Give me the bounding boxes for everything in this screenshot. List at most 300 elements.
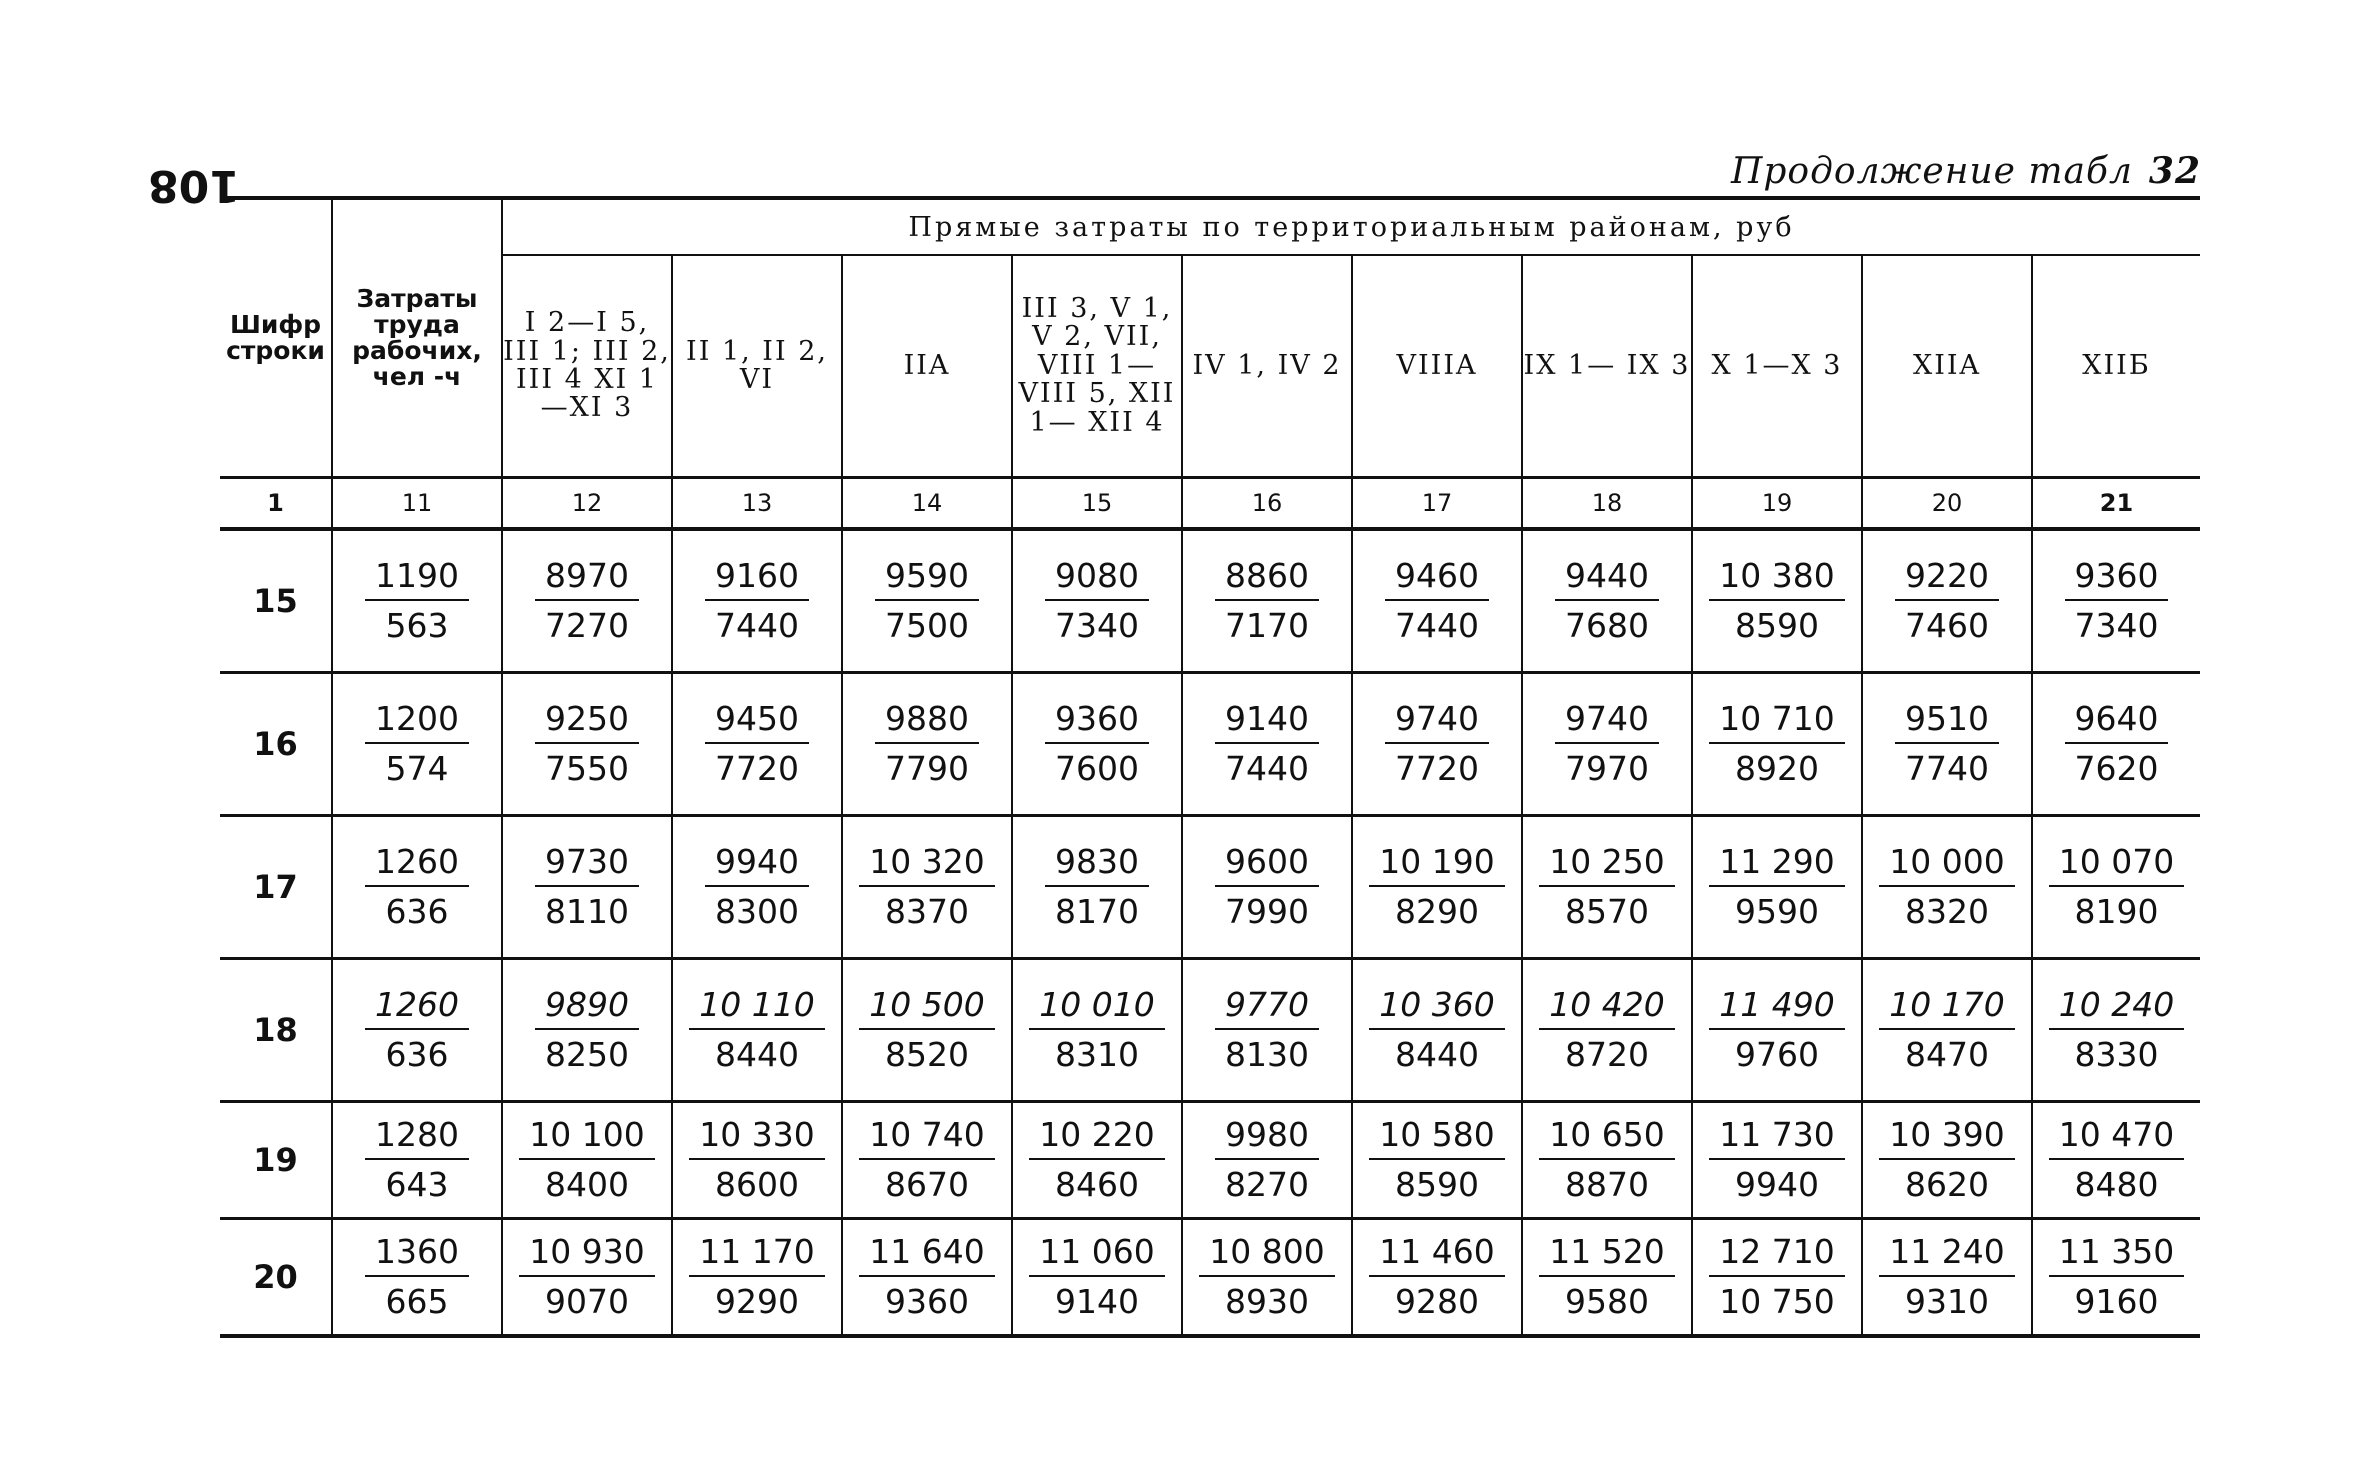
numerator: 1260 bbox=[365, 986, 469, 1030]
region-header: X 1—X 3 bbox=[1692, 255, 1862, 478]
denominator: 9070 bbox=[545, 1282, 629, 1321]
cost-fraction bbox=[1895, 700, 1999, 788]
cost-cell bbox=[1352, 1102, 1522, 1219]
cost-fraction bbox=[1709, 843, 1844, 931]
cost-fraction bbox=[1895, 557, 1999, 645]
cost-cell bbox=[1012, 1102, 1182, 1219]
cost-fraction bbox=[859, 986, 994, 1074]
denominator: 7440 bbox=[715, 606, 799, 645]
numerator: 9360 bbox=[1045, 700, 1149, 744]
table-row bbox=[220, 1102, 2200, 1219]
cost-cell bbox=[842, 1102, 1012, 1219]
labor-cell bbox=[332, 529, 502, 673]
cost-cell bbox=[1012, 1219, 1182, 1337]
numerator: 8970 bbox=[535, 557, 639, 601]
numerator: 10 650 bbox=[1539, 1116, 1674, 1160]
denominator: 636 bbox=[385, 1035, 449, 1074]
denominator: 7790 bbox=[885, 749, 969, 788]
denominator: 8440 bbox=[1395, 1035, 1479, 1074]
cost-fraction bbox=[1029, 986, 1164, 1074]
denominator: 8190 bbox=[2074, 892, 2159, 931]
cost-cell bbox=[1692, 816, 1862, 959]
numerator: 10 330 bbox=[689, 1116, 824, 1160]
numerator: 9140 bbox=[1215, 700, 1319, 744]
denominator: 9580 bbox=[1565, 1282, 1649, 1321]
denominator: 9290 bbox=[715, 1282, 799, 1321]
cost-cell bbox=[1692, 529, 1862, 673]
cost-fraction bbox=[1045, 557, 1149, 645]
row-code: 15 bbox=[220, 529, 332, 673]
cost-fraction bbox=[1215, 1116, 1319, 1204]
cost-fraction bbox=[2049, 1116, 2184, 1204]
numerator: 10 500 bbox=[859, 986, 994, 1030]
column-number: 12 bbox=[502, 478, 672, 530]
numerator: 9460 bbox=[1385, 557, 1489, 601]
cost-fraction bbox=[689, 1233, 824, 1321]
numerator: 11 170 bbox=[689, 1233, 824, 1277]
denominator: 8310 bbox=[1055, 1035, 1139, 1074]
labor-cell bbox=[332, 673, 502, 816]
cost-cell bbox=[502, 1219, 672, 1337]
numerator: 9160 bbox=[705, 557, 809, 601]
cost-fraction bbox=[1369, 843, 1504, 931]
cost-fraction bbox=[859, 1116, 994, 1204]
numerator: 11 060 bbox=[1029, 1233, 1164, 1277]
denominator: 9280 bbox=[1395, 1282, 1479, 1321]
numerator: 10 360 bbox=[1369, 986, 1504, 1030]
cost-cell bbox=[842, 673, 1012, 816]
denominator: 8720 bbox=[1565, 1035, 1649, 1074]
cost-cell bbox=[1522, 959, 1692, 1102]
denominator: 8920 bbox=[1735, 749, 1819, 788]
denominator: 8330 bbox=[2074, 1035, 2159, 1074]
denominator: 8620 bbox=[1905, 1165, 1989, 1204]
cost-fraction bbox=[875, 557, 979, 645]
denominator: 8600 bbox=[715, 1165, 799, 1204]
denominator: 9360 bbox=[885, 1282, 969, 1321]
numerator: 10 170 bbox=[1879, 986, 2014, 1030]
cost-fraction bbox=[1709, 986, 1844, 1074]
numerator: 1280 bbox=[365, 1116, 469, 1160]
cost-fraction bbox=[1045, 843, 1149, 931]
numerator: 10 250 bbox=[1539, 843, 1674, 887]
column-number: 14 bbox=[842, 478, 1012, 530]
cost-cell bbox=[1522, 673, 1692, 816]
denominator: 7340 bbox=[1055, 606, 1139, 645]
cost-cell bbox=[1012, 673, 1182, 816]
cost-fraction bbox=[1369, 1233, 1504, 1321]
denominator: 8590 bbox=[1395, 1165, 1479, 1204]
cost-fraction bbox=[2049, 843, 2184, 931]
cost-cell bbox=[502, 529, 672, 673]
numerator: 10 100 bbox=[519, 1116, 654, 1160]
numerator: 10 580 bbox=[1369, 1116, 1504, 1160]
denominator: 563 bbox=[385, 606, 449, 645]
cost-fraction bbox=[1215, 700, 1319, 788]
region-header: III 3, V 1, V 2, VII, VIII 1— VIII 5, XII 1— XII 4 bbox=[1012, 255, 1182, 478]
table-row bbox=[220, 529, 2200, 673]
numerator: 10 380 bbox=[1709, 557, 1844, 601]
cost-cell bbox=[1692, 1102, 1862, 1219]
cost-cell bbox=[842, 1219, 1012, 1337]
cost-fraction bbox=[535, 843, 639, 931]
cost-cell bbox=[672, 529, 842, 673]
numerator: 9600 bbox=[1215, 843, 1319, 887]
column-number: 13 bbox=[672, 478, 842, 530]
numerator: 1200 bbox=[365, 700, 469, 744]
row-code: 19 bbox=[220, 1102, 332, 1219]
denominator: 8870 bbox=[1565, 1165, 1649, 1204]
numerator: 10 740 bbox=[859, 1116, 994, 1160]
cost-cell bbox=[1012, 816, 1182, 959]
numerator: 10 320 bbox=[859, 843, 994, 887]
denominator: 7340 bbox=[2074, 606, 2159, 645]
cost-fraction bbox=[1709, 700, 1844, 788]
column-number: 18 bbox=[1522, 478, 1692, 530]
cost-cell bbox=[502, 673, 672, 816]
row-code: 16 bbox=[220, 673, 332, 816]
numerator: 11 290 bbox=[1709, 843, 1844, 887]
numerator: 10 420 bbox=[1539, 986, 1674, 1030]
cost-cell bbox=[502, 959, 672, 1102]
cost-cell bbox=[1182, 959, 1352, 1102]
labor-cell bbox=[332, 816, 502, 959]
cost-fraction bbox=[1369, 986, 1504, 1074]
cost-fraction bbox=[859, 1233, 994, 1321]
cost-fraction bbox=[859, 843, 994, 931]
numerator: 9940 bbox=[705, 843, 809, 887]
numerator: 1360 bbox=[365, 1233, 469, 1277]
cost-fraction bbox=[1199, 1233, 1334, 1321]
row-code: 20 bbox=[220, 1219, 332, 1337]
numerator: 9640 bbox=[2065, 700, 2169, 744]
denominator: 9760 bbox=[1735, 1035, 1819, 1074]
denominator: 8590 bbox=[1735, 606, 1819, 645]
denominator: 7440 bbox=[1225, 749, 1309, 788]
cost-cell bbox=[1692, 1219, 1862, 1337]
numerator: 11 730 bbox=[1709, 1116, 1844, 1160]
cost-fraction bbox=[535, 986, 639, 1074]
denominator: 8270 bbox=[1225, 1165, 1309, 1204]
denominator: 643 bbox=[385, 1165, 449, 1204]
denominator: 8300 bbox=[715, 892, 799, 931]
cost-fraction bbox=[2065, 557, 2169, 645]
cost-fraction bbox=[519, 1116, 654, 1204]
denominator: 8480 bbox=[2074, 1165, 2159, 1204]
cost-cell bbox=[1862, 816, 2032, 959]
row-code: 17 bbox=[220, 816, 332, 959]
numerator: 10 710 bbox=[1709, 700, 1844, 744]
cost-fraction bbox=[1369, 1116, 1504, 1204]
cost-fraction bbox=[1709, 557, 1844, 645]
numerator: 11 490 bbox=[1709, 986, 1844, 1030]
numerator: 9770 bbox=[1215, 986, 1319, 1030]
cost-cell bbox=[1182, 1102, 1352, 1219]
cost-fraction bbox=[1555, 700, 1659, 788]
cost-cell bbox=[1862, 1219, 2032, 1337]
numerator: 10 190 bbox=[1369, 843, 1504, 887]
cost-cell bbox=[1012, 529, 1182, 673]
row-code-header: Шифр строки bbox=[220, 198, 332, 478]
cost-cell bbox=[672, 816, 842, 959]
region-header: I 2—I 5, III 1; III 2, III 4 XI 1—XI 3 bbox=[502, 255, 672, 478]
denominator: 8570 bbox=[1565, 892, 1649, 931]
cost-cell bbox=[1012, 959, 1182, 1102]
cost-fraction bbox=[535, 700, 639, 788]
cost-fraction bbox=[365, 843, 469, 931]
cost-fraction bbox=[705, 843, 809, 931]
denominator: 7460 bbox=[1905, 606, 1989, 645]
numerator: 9450 bbox=[705, 700, 809, 744]
cost-fraction bbox=[1539, 1116, 1674, 1204]
cost-cell bbox=[2032, 1219, 2200, 1337]
cost-cell bbox=[502, 1102, 672, 1219]
labor-cell bbox=[332, 1102, 502, 1219]
numerator: 9360 bbox=[2065, 557, 2169, 601]
cost-cell bbox=[1862, 673, 2032, 816]
cost-fraction bbox=[1385, 700, 1489, 788]
cost-cell bbox=[2032, 1102, 2200, 1219]
column-number: 19 bbox=[1692, 478, 1862, 530]
numerator: 10 010 bbox=[1029, 986, 1164, 1030]
cost-fraction bbox=[1555, 557, 1659, 645]
cost-fraction bbox=[1215, 843, 1319, 931]
cost-fraction bbox=[365, 557, 469, 645]
cost-cell bbox=[1522, 529, 1692, 673]
cost-cell bbox=[1352, 1219, 1522, 1337]
table-row bbox=[220, 959, 2200, 1102]
cost-cell bbox=[2032, 673, 2200, 816]
cost-fraction bbox=[1215, 557, 1319, 645]
cost-cell bbox=[672, 959, 842, 1102]
cost-fraction bbox=[1385, 557, 1489, 645]
denominator: 7440 bbox=[1395, 606, 1479, 645]
cost-cell bbox=[1352, 673, 1522, 816]
table-row bbox=[220, 673, 2200, 816]
numerator: 9220 bbox=[1895, 557, 1999, 601]
denominator: 7270 bbox=[545, 606, 629, 645]
denominator: 7620 bbox=[2074, 749, 2159, 788]
denominator: 9140 bbox=[1055, 1282, 1139, 1321]
numerator: 9890 bbox=[535, 986, 639, 1030]
numerator: 11 460 bbox=[1369, 1233, 1504, 1277]
denominator: 8110 bbox=[545, 892, 629, 931]
cost-cell bbox=[1182, 529, 1352, 673]
labor-cell bbox=[332, 1219, 502, 1337]
denominator: 574 bbox=[385, 749, 449, 788]
numerator: 11 640 bbox=[859, 1233, 994, 1277]
table-row bbox=[220, 1219, 2200, 1337]
denominator: 7740 bbox=[1905, 749, 1989, 788]
denominator: 8370 bbox=[885, 892, 969, 931]
numerator: 9440 bbox=[1555, 557, 1659, 601]
cost-table bbox=[220, 196, 2200, 1338]
numerator: 9830 bbox=[1045, 843, 1149, 887]
numerator: 8860 bbox=[1215, 557, 1319, 601]
cost-cell bbox=[1352, 816, 1522, 959]
cost-fraction bbox=[365, 1116, 469, 1204]
cost-cell bbox=[1862, 1102, 2032, 1219]
denominator: 7970 bbox=[1565, 749, 1649, 788]
cost-fraction bbox=[705, 700, 809, 788]
cost-fraction bbox=[1709, 1233, 1844, 1321]
cost-fraction bbox=[2065, 700, 2169, 788]
cost-fraction bbox=[1029, 1116, 1164, 1204]
column-number: 15 bbox=[1012, 478, 1182, 530]
cost-fraction bbox=[1879, 1116, 2014, 1204]
numerator: 9080 bbox=[1045, 557, 1149, 601]
denominator: 7170 bbox=[1225, 606, 1309, 645]
cost-cell bbox=[2032, 959, 2200, 1102]
cost-fraction bbox=[1045, 700, 1149, 788]
cost-fraction bbox=[875, 700, 979, 788]
numerator: 10 240 bbox=[2049, 986, 2184, 1030]
denominator: 8930 bbox=[1225, 1282, 1309, 1321]
denominator: 7680 bbox=[1565, 606, 1649, 645]
cost-cell bbox=[1522, 1219, 1692, 1337]
numerator: 9980 bbox=[1215, 1116, 1319, 1160]
denominator: 9940 bbox=[1735, 1165, 1819, 1204]
denominator: 8400 bbox=[545, 1165, 629, 1204]
cost-fraction bbox=[365, 986, 469, 1074]
numerator: 10 930 bbox=[519, 1233, 654, 1277]
column-number: 20 bbox=[1862, 478, 2032, 530]
numerator: 9740 bbox=[1385, 700, 1489, 744]
denominator: 10 750 bbox=[1719, 1282, 1835, 1321]
cost-cell bbox=[672, 1102, 842, 1219]
numerator: 9510 bbox=[1895, 700, 1999, 744]
denominator: 8670 bbox=[885, 1165, 969, 1204]
numerator: 1260 bbox=[365, 843, 469, 887]
denominator: 7550 bbox=[545, 749, 629, 788]
numerator: 9880 bbox=[875, 700, 979, 744]
cost-cell bbox=[842, 816, 1012, 959]
numerator: 9590 bbox=[875, 557, 979, 601]
numerator: 10 070 bbox=[2049, 843, 2184, 887]
denominator: 7720 bbox=[715, 749, 799, 788]
numerator: 1190 bbox=[365, 557, 469, 601]
numerator: 12 710 bbox=[1709, 1233, 1844, 1277]
cost-fraction bbox=[2049, 1233, 2184, 1321]
cost-fraction bbox=[1709, 1116, 1844, 1204]
numerator: 10 110 bbox=[689, 986, 824, 1030]
cost-cell bbox=[1182, 673, 1352, 816]
numerator: 11 240 bbox=[1879, 1233, 2014, 1277]
cost-fraction bbox=[689, 1116, 824, 1204]
numerator: 9740 bbox=[1555, 700, 1659, 744]
denominator: 7500 bbox=[885, 606, 969, 645]
column-number: 1 bbox=[220, 478, 332, 530]
cost-cell bbox=[1182, 816, 1352, 959]
denominator: 8250 bbox=[545, 1035, 629, 1074]
table-row bbox=[220, 816, 2200, 959]
denominator: 7720 bbox=[1395, 749, 1479, 788]
region-header: II 1, II 2, VI bbox=[672, 255, 842, 478]
denominator: 8520 bbox=[885, 1035, 969, 1074]
denominator: 8320 bbox=[1905, 892, 1989, 931]
cost-fraction bbox=[365, 700, 469, 788]
denominator: 9160 bbox=[2074, 1282, 2159, 1321]
numerator: 11 520 bbox=[1539, 1233, 1674, 1277]
denominator: 8290 bbox=[1395, 892, 1479, 931]
cost-fraction bbox=[519, 1233, 654, 1321]
cost-fraction bbox=[535, 557, 639, 645]
cost-cell bbox=[2032, 529, 2200, 673]
region-header: VIIIA bbox=[1352, 255, 1522, 478]
column-number: 11 bbox=[332, 478, 502, 530]
cost-fraction bbox=[1215, 986, 1319, 1074]
continuation-label: Продолжение табл bbox=[1730, 151, 2133, 192]
cost-cell bbox=[1862, 959, 2032, 1102]
cost-cell bbox=[842, 529, 1012, 673]
region-header: XIIБ bbox=[2032, 255, 2200, 478]
region-header: XIIA bbox=[1862, 255, 2032, 478]
numerator: 10 800 bbox=[1199, 1233, 1334, 1277]
numerator: 11 350 bbox=[2049, 1233, 2184, 1277]
denominator: 636 bbox=[385, 892, 449, 931]
cost-cell bbox=[672, 1219, 842, 1337]
cost-fraction bbox=[1539, 1233, 1674, 1321]
direct-costs-header: Прямые затраты по территориальным районам, руб bbox=[502, 198, 2200, 255]
region-header: IV 1, IV 2 bbox=[1182, 255, 1352, 478]
continuation-caption bbox=[1731, 150, 2201, 192]
cost-cell bbox=[842, 959, 1012, 1102]
denominator: 9590 bbox=[1735, 892, 1819, 931]
denominator: 8440 bbox=[715, 1035, 799, 1074]
numerator: 9730 bbox=[535, 843, 639, 887]
numerator: 10 220 bbox=[1029, 1116, 1164, 1160]
cost-cell bbox=[1352, 959, 1522, 1102]
labor-header: Затраты труда рабочих, чел -ч bbox=[332, 198, 502, 478]
region-header: IIA bbox=[842, 255, 1012, 478]
cost-fraction bbox=[2049, 986, 2184, 1074]
cost-fraction bbox=[365, 1233, 469, 1321]
cost-cell bbox=[1862, 529, 2032, 673]
region-header: IX 1— IX 3 bbox=[1522, 255, 1692, 478]
cost-fraction bbox=[1539, 843, 1674, 931]
cost-fraction bbox=[1539, 986, 1674, 1074]
denominator: 8460 bbox=[1055, 1165, 1139, 1204]
denominator: 7600 bbox=[1055, 749, 1139, 788]
cost-cell bbox=[1522, 816, 1692, 959]
table-number: 32 bbox=[2148, 150, 2201, 192]
denominator: 8470 bbox=[1905, 1035, 1989, 1074]
denominator: 665 bbox=[385, 1282, 449, 1321]
numerator: 10 470 bbox=[2049, 1116, 2184, 1160]
denominator: 8170 bbox=[1055, 892, 1139, 931]
cost-fraction bbox=[1879, 986, 2014, 1074]
denominator: 7990 bbox=[1225, 892, 1309, 931]
cost-fraction bbox=[689, 986, 824, 1074]
cost-cell bbox=[502, 816, 672, 959]
denominator: 8130 bbox=[1225, 1035, 1309, 1074]
labor-cell bbox=[332, 959, 502, 1102]
cost-cell bbox=[1522, 1102, 1692, 1219]
cost-cell bbox=[1692, 673, 1862, 816]
column-number: 21 bbox=[2032, 478, 2200, 530]
denominator: 9310 bbox=[1905, 1282, 1989, 1321]
numerator: 10 000 bbox=[1879, 843, 2014, 887]
page-number: 108 bbox=[148, 160, 240, 211]
cost-cell bbox=[1352, 529, 1522, 673]
cost-fraction bbox=[1879, 843, 2014, 931]
cost-cell bbox=[2032, 816, 2200, 959]
cost-fraction bbox=[1029, 1233, 1164, 1321]
column-number: 16 bbox=[1182, 478, 1352, 530]
column-number: 17 bbox=[1352, 478, 1522, 530]
cost-cell bbox=[1692, 959, 1862, 1102]
numerator: 10 390 bbox=[1879, 1116, 2014, 1160]
